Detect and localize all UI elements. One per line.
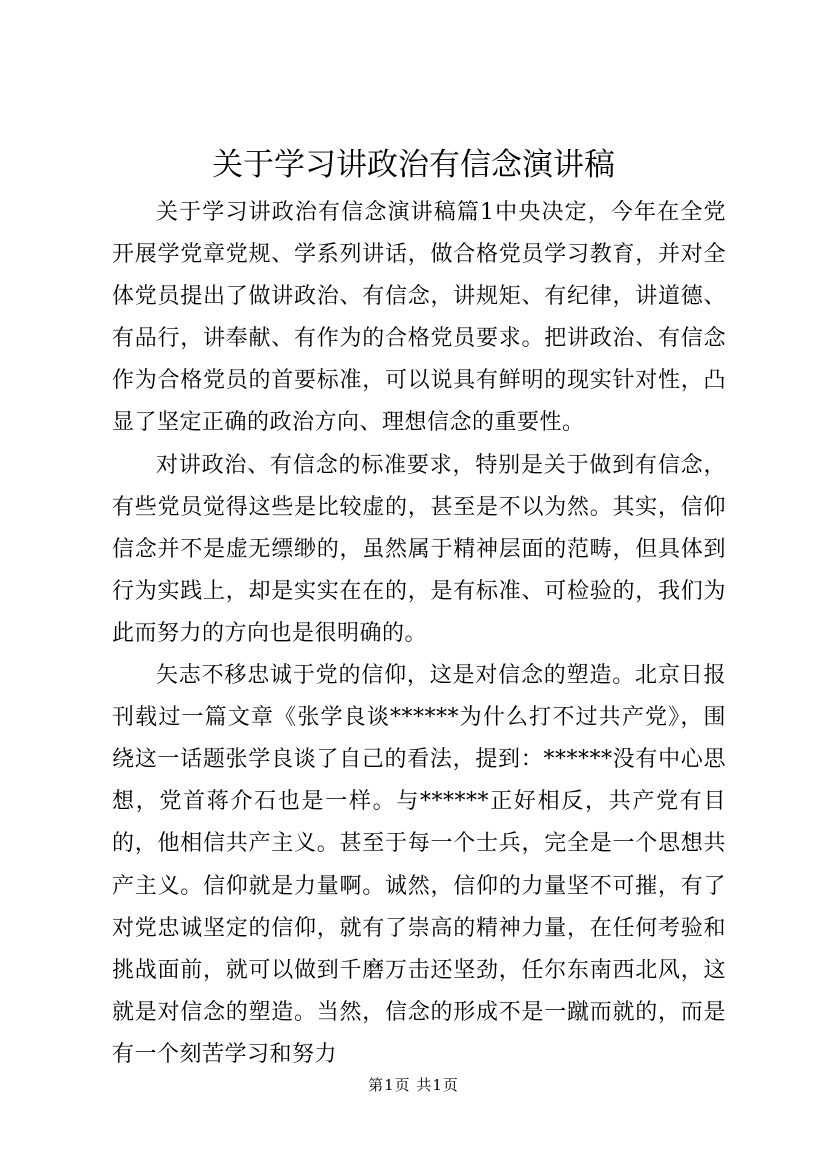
- document-title: 关于学习讲政治有信念演讲稿: [212, 147, 615, 183]
- paragraph-2: 对讲政治、有信念的标准要求，特别是关于做到有信念，有些党员觉得这些是比较虚的，甚至是不以为然。其实，信仰信念并不是虚无缥缈的，虽然属于精神层面的范畴，但具体到行为实践上，却是实实在在的，是有标准、可检验的，我们为此而努力的方向也是很明确的。: [112, 452, 726, 646]
- document-body: [112, 192, 726, 1076]
- paragraph-3: 矢志不移忠诚于党的信仰，这是对信念的塑造。北京日报刊载过一篇文章《张学良谈******为什么打不过共产党》，围绕这一话题张学良谈了自己的看法，提到：******没有中心思想，党首蒋介石也是一样。与******正好相反，共产党有目的，他相信共产主义。甚至于每一个士兵，完全是一个思想共产主义。信仰就是力量啊。诚然，信仰的力量坚不可摧，有了对党忠诚坚定的信仰，就有了崇高的精神力量，在任何考验和挑战面前，就可以做到千磨万击还坚劲，任尔东南西北风，这就是对信念的塑造。当然，信念的形成不是一蹴而就的，而是有一个刻苦学习和努力: [112, 663, 726, 1067]
- paragraph-1: 关于学习讲政治有信念演讲稿篇1中央决定，今年在全党开展学党章党规、学系列讲话，做合格党员学习教育，并对全体党员提出了做讲政治、有信念，讲规矩、有纪律，讲道德、有品行，讲奉献、有作为的合格党员要求。把讲政治、有信念作为合格党员的首要标准，可以说具有鲜明的现实针对性，凸显了坚定正确的政治方向、理想信念的重要性。: [112, 200, 726, 436]
- page-footer: 第1页 共1页: [368, 1076, 459, 1094]
